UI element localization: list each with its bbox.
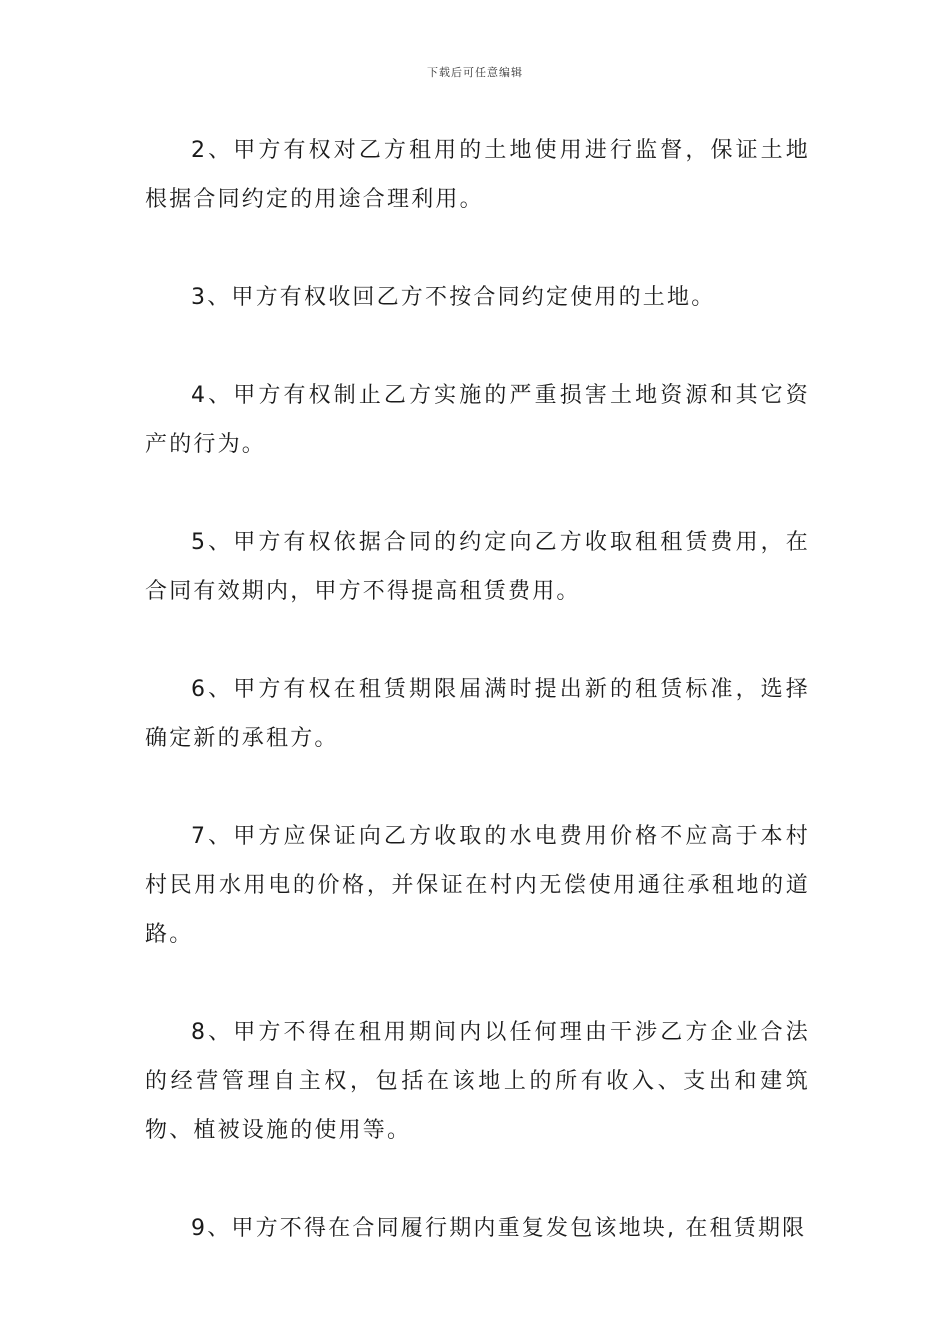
clause-5: 5、甲方有权依据合同的约定向乙方收取租租赁费用，在合同有效期内，甲方不得提高租赁费用。 xyxy=(145,530,810,604)
clause-4: 4、甲方有权制止乙方实施的严重损害土地资源和其它资产的行为。 xyxy=(145,383,810,457)
clause-8: 8、甲方不得在租用期间内以任何理由干涉乙方企业合法的经营管理自主权，包括在该地上的所有收入、支出和建筑物、植被设施的使用等。 xyxy=(145,1020,810,1143)
clause-9: 9、甲方不得在合同履行期内重复发包该地块, 在租赁期限 xyxy=(191,1216,807,1241)
clause-7: 7、甲方应保证向乙方收取的水电费用价格不应高于本村村民用水用电的价格，并保证在村内无偿使用通往承租地的道路。 xyxy=(145,824,810,947)
clause-2: 2、甲方有权对乙方租用的土地使用进行监督，保证土地根据合同约定的用途合理利用。 xyxy=(145,138,810,212)
clause-6: 6、甲方有权在租赁期限届满时提出新的租赁标准，选择确定新的承租方。 xyxy=(145,677,810,751)
page-header-note: 下载后可任意编辑 xyxy=(427,66,523,79)
document-body xyxy=(145,126,810,1302)
clause-3: 3、甲方有权收回乙方不按合同约定使用的土地。 xyxy=(191,285,716,310)
